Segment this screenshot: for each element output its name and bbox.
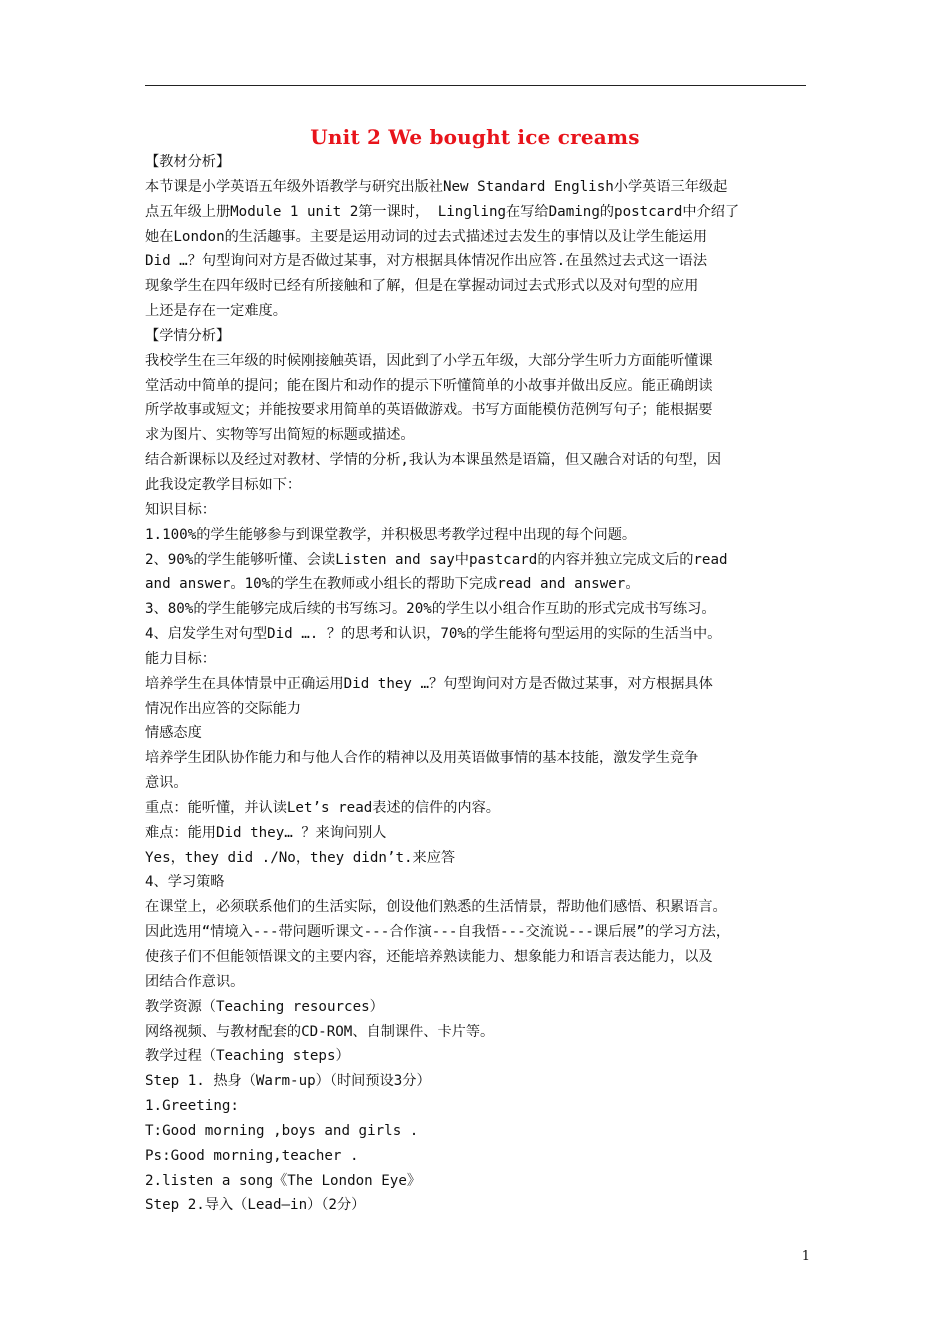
- body-line: 此我设定教学目标如下：: [145, 476, 302, 493]
- header-rule: [145, 85, 806, 86]
- body-line: 网络视频、与教材配套的CD-ROM、自制课件、卡片等。: [145, 1023, 495, 1040]
- body-line: 【学情分析】: [145, 327, 231, 344]
- body-line: 3、80%的学生能够完成后续的书写练习。20%的学生以小组合作互助的形式完成书写练习。: [145, 601, 716, 618]
- body-line: 4、启发学生对句型Did …. ？的思考和认识，70%的学生能将句型运用的实际的生活当中。: [145, 626, 722, 643]
- body-line: 她在London的生活趣事。主要是运用动词的过去式描述过去发生的事情以及让学生能运用: [145, 228, 708, 245]
- body-line: 【教材分析】: [145, 154, 231, 170]
- body-line: 情感态度: [145, 725, 202, 742]
- body-line: 求为图片、实物等写出简短的标题或描述。: [145, 427, 415, 444]
- body-line: 1.Greeting:: [145, 1098, 239, 1115]
- page-number: 1: [801, 1249, 810, 1264]
- body-line: 教学过程（Teaching steps）: [145, 1048, 350, 1065]
- body-line: Yes，they did ./No，they didn’t.来应答: [145, 849, 456, 866]
- body-line: 点五年级上册Module 1 unit 2第一课时， Lingling在写给Daming的postcard中介绍了: [145, 203, 740, 220]
- body-line: and answer。10%的学生在教师或小组长的帮助下完成read and answer。: [145, 576, 640, 593]
- body-line: 2、90%的学生能够听懂、会读Listen and say中pastcard的内容并独立完成文后的read: [145, 551, 728, 568]
- body-line: 能力目标：: [145, 650, 216, 667]
- body-line: 知识目标：: [145, 501, 216, 518]
- body-line: 本节课是小学英语五年级外语教学与研究出版社New Standard English小学英语三年级起: [145, 178, 728, 195]
- body-line: 教学资源（Teaching resources）: [145, 998, 384, 1015]
- body-line: 意识。: [145, 775, 188, 792]
- body-line: 上还是存在一定难度。: [145, 303, 287, 320]
- document-body: [145, 150, 817, 1218]
- body-line: T:Good morning ,boys and girls .: [145, 1122, 419, 1139]
- body-line: 所学故事或短文；并能按要求用简单的英语做游戏。书写方面能模仿范例写句子；能根据要: [145, 402, 713, 419]
- body-line: 难点：能用Did they… ？来询问别人: [145, 824, 387, 841]
- body-line: Did …？句型询问对方是否做过某事，对方根据具体情况作出应答.在虽然过去式这一语法: [145, 253, 708, 270]
- body-line: 堂活动中简单的提问；能在图片和动作的提示下听懂简单的小故事并做出反应。能正确朗读: [145, 377, 713, 394]
- body-line: 结合新课标以及经过对教材、学情的分析,我认为本课虽然是语篇，但又融合对话的句型，因: [145, 452, 722, 469]
- body-line: 我校学生在三年级的时候刚接触英语，因此到了小学五年级，大部分学生听力方面能听懂课: [145, 352, 713, 369]
- body-line: 在课堂上，必须联系他们的生活实际，创设他们熟悉的生活情景，帮助他们感悟、积累语言。: [145, 899, 727, 916]
- body-line: 2.listen a song《The London Eye》: [145, 1172, 422, 1189]
- body-line: 重点：能听懂，并认读Let’s read表述的信件的内容。: [145, 799, 500, 816]
- body-line: 1.100%的学生能够参与到课堂教学，并积极思考教学过程中出现的每个问题。: [145, 526, 637, 543]
- body-line: Ps:Good morning,teacher .: [145, 1147, 359, 1164]
- body-line: Step 2.导入（Lead—in）（2分）: [145, 1197, 366, 1214]
- body-line: 现象学生在四年级时已经有所接触和了解，但是在掌握动词过去式形式以及对句型的应用: [145, 278, 699, 295]
- body-line: 4、学习策略: [145, 874, 225, 891]
- document-title: Unit 2 We bought ice creams: [310, 125, 640, 149]
- body-line: 团结合作意识。: [145, 973, 245, 990]
- body-line: 情况作出应答的交际能力: [145, 700, 302, 717]
- body-line: Step 1. 热身（Warm-up）（时间预设3分）: [145, 1073, 431, 1090]
- body-line: 使孩子们不但能领悟课文的主要内容，还能培养熟读能力、想象能力和语言表达能力，以及: [145, 949, 713, 965]
- body-line: 培养学生团队协作能力和与他人合作的精神以及用英语做事情的基本技能，激发学生竞争: [145, 750, 699, 767]
- body-line: 因此选用“情境入---带问题听课文---合作演---自我悟---交流说---课后展”的学习方法，: [145, 924, 731, 941]
- body-line: 培养学生在具体情景中正确运用Did they …？句型询问对方是否做过某事，对方根据具体: [145, 675, 713, 692]
